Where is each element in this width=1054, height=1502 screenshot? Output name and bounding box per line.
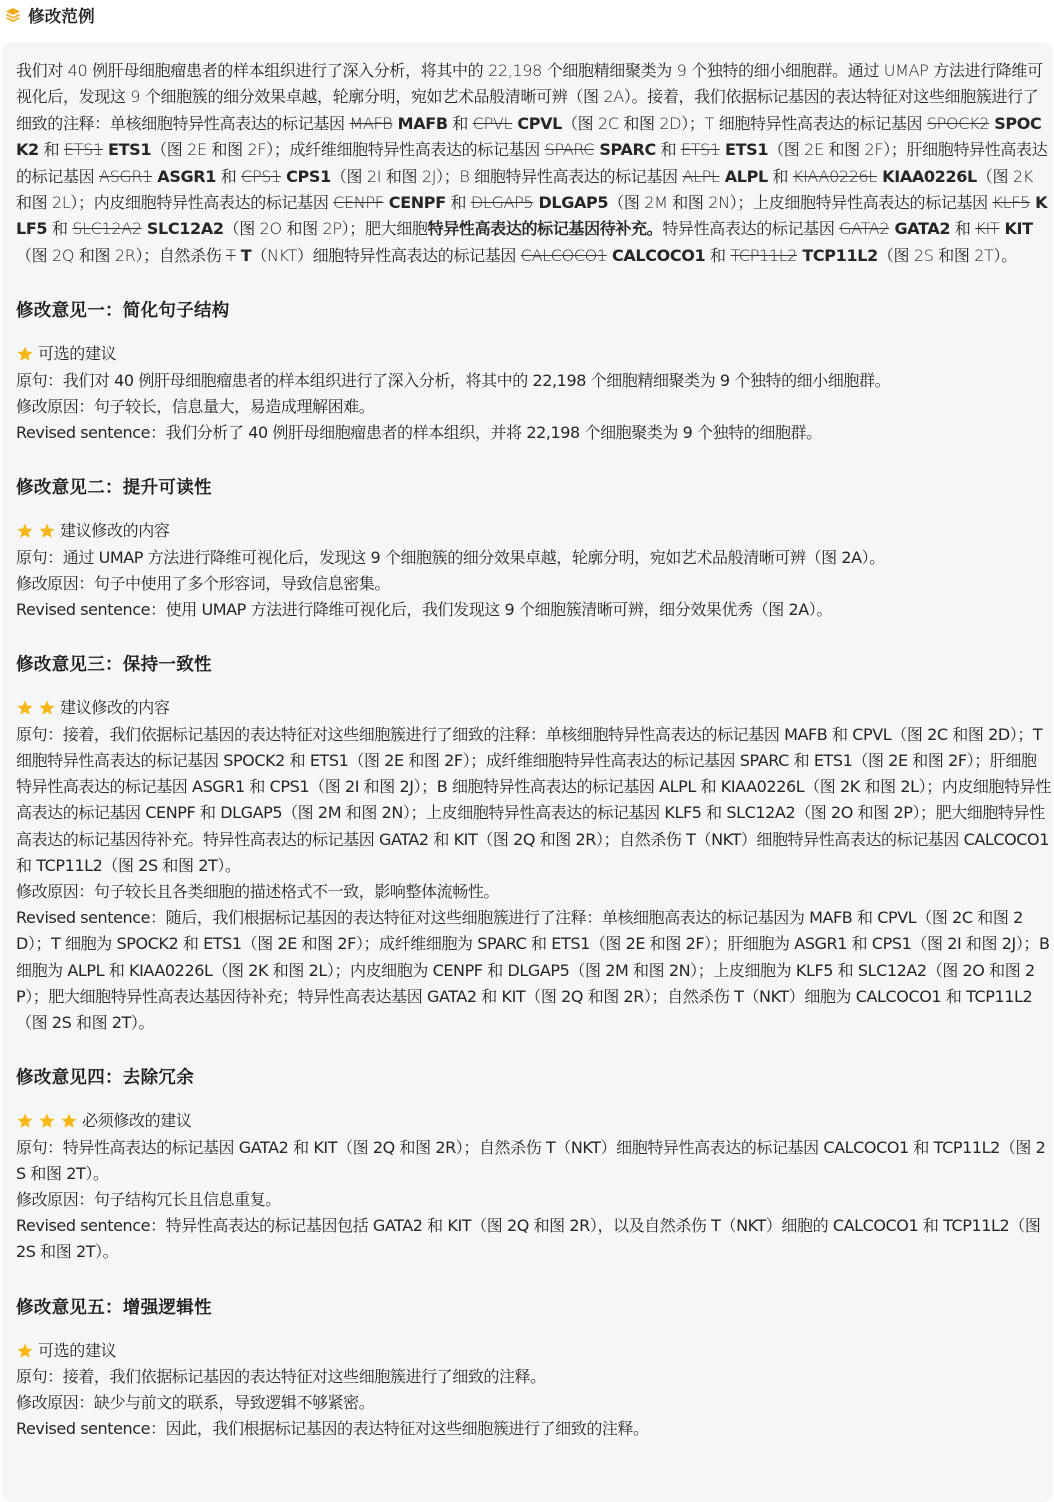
revision-reason: 修改原因：句子结构冗长且信息重复。 <box>16 1189 281 1209</box>
inserted-gene: ASGR1 <box>152 166 217 186</box>
deleted-text: T <box>226 245 236 265</box>
inserted-gene: KIT <box>999 219 1033 239</box>
inserted-gene: CENPF <box>383 193 446 213</box>
deleted-gene: ETS1 <box>680 140 720 160</box>
suggestion-title: 修改意见三：保持一致性 <box>16 655 212 676</box>
deleted-gene: ASGR1 <box>99 166 153 186</box>
inserted-text: 特异性高表达的标记基因待补充。 <box>427 219 663 239</box>
star-icon <box>38 699 56 717</box>
inserted-gene: MAFB <box>392 113 448 133</box>
suggestion-title: 修改意见五：增强逻辑性 <box>16 1297 212 1318</box>
suggestion-2 <box>16 474 1052 623</box>
suggestion-title: 修改意见二：提升可读性 <box>16 478 212 499</box>
deleted-gene: ALPL <box>682 166 720 186</box>
revised-sentence: Revised sentence：特异性高表达的标记基因包括 GATA2 和 KIT（图 2Q 和图 2R），以及自然杀伤 T（NKT）细胞的 CALCOCO1 和 TCP11L2（图 2S 和图 2T）。 <box>16 1216 1041 1262</box>
rating-row <box>16 341 1052 367</box>
star-icon <box>38 522 56 540</box>
revision-reason: 修改原因：句子中使用了多个形容词，导致信息密集。 <box>16 573 390 593</box>
deleted-gene: KLF5 <box>992 193 1030 213</box>
star-icon <box>16 1342 34 1360</box>
deleted-gene: TCP11L2 <box>730 245 798 265</box>
rating-label: 建议修改的内容 <box>60 698 170 718</box>
suggestion-3 <box>16 651 1052 1036</box>
page-title: 修改范例 <box>28 7 95 26</box>
revision-reason: 修改原因：句子较长且各类细胞的描述格式不一致，影响整体流畅性。 <box>16 881 499 901</box>
deleted-gene: SPARC <box>544 140 595 160</box>
deleted-gene: ETS1 <box>63 140 103 160</box>
inserted-gene: DLGAP5 <box>533 193 609 213</box>
inserted-text: T <box>235 245 252 265</box>
rating-row <box>16 695 1052 721</box>
rating-label: 建议修改的内容 <box>60 521 170 541</box>
rating-label: 可选的建议 <box>38 1340 117 1360</box>
rating-label: 必须修改的建议 <box>82 1111 192 1131</box>
deleted-gene: DLGAP5 <box>470 193 534 213</box>
inserted-gene: SLC12A2 <box>141 219 224 239</box>
original-sentence: 原句：特异性高表达的标记基因 GATA2 和 KIT（图 2Q 和图 2R）；自然杀伤 T（NKT）细胞特异性高表达的标记基因 CALCOCO1 和 TCP11L2（图 2S 和图 2T）。 <box>16 1137 1046 1183</box>
revised-sentence: Revised sentence：使用 UMAP 方法进行降维可视化后，我们发现这 9 个细胞簇清晰可辨，细分效果优秀（图 2A）。 <box>16 600 832 620</box>
rating-row <box>16 1108 1052 1134</box>
layers-icon <box>4 6 22 24</box>
content-area <box>16 58 1052 1443</box>
suggestion-5 <box>16 1294 1052 1443</box>
deleted-gene: KIT <box>975 219 1000 239</box>
original-paragraph: 我们对 40 例肝母细胞瘤患者的样本组织进行了深入分析，将其中的 22,198 个细胞精细聚类为 9 个独特的细小细胞群。通过 UMAP 方法进行降维可视化后，发现这 9 个细胞簇的细分效果卓越，轮廓分明，宛如艺术品般清晰可辨（图 2A）。接着，我们依据标记基因的表达特征对这些细胞簇进行了细致的注释：单核细胞特异性高表达的标记基因 MAFB MAFB 和 CPVL CPVL（图 2C 和图 2D）；T 细胞特异性高表达的标记基因 SPOCK2 SPOCK2 和 ETS1 ETS1（图 2E 和图 2F）；成纤维细胞特异性高表达的标记基因 SPARC SPARC 和 ETS1 ETS1（图 2E 和图 2F）；肝细胞特异性高表达的标记基因 ASGR1 ASGR1 和 CPS1 CPS1（图 2I 和图 2J）；B 细胞特异性高表达的标记基因 ALPL ALPL 和 KIAA0226L KIAA0226L（图 2K 和图 2L）；内皮细胞特异性高表达的标记基因 CENPF CENPF 和 DLGAP5 DLGAP5（图 2M 和图 2N）；上皮细胞特异性高表达的标记基因 KLF5 KLF5 和 SLC12A2 SLC12A2（图 2O 和图 2P）；肥大细胞特异性高表达的标记基因待补充。特异性高表达的标记基因 GATA2 GATA2 和 KIT KIT（图 2Q 和图 2R）；自然杀伤 T T（NKT）细胞特异性高表达的标记基因 CALCOCO1 CALCOCO1 和 TCP11L2 TCP11L2（图 2S 和图 2T）。 <box>16 61 1048 265</box>
inserted-gene: SPOCK2 <box>16 113 1042 160</box>
inserted-gene: KLF5 <box>16 193 1048 239</box>
inserted-gene: KIAA0226L <box>876 166 977 186</box>
star-icon <box>16 345 34 363</box>
original-sentence: 原句：接着，我们依据标记基因的表达特征对这些细胞簇进行了细致的注释。 <box>16 1366 546 1386</box>
revision-reason: 修改原因：句子较长，信息量大，易造成理解困难。 <box>16 396 375 416</box>
page-header <box>0 0 1054 30</box>
revision-reason: 修改原因：缺少与前文的联系，导致逻辑不够紧密。 <box>16 1393 375 1413</box>
deleted-gene: KIAA0226L <box>792 166 877 186</box>
deleted-gene: GATA2 <box>839 219 890 239</box>
inserted-gene: ETS1 <box>102 140 152 160</box>
original-sentence: 原句：接着，我们依据标记基因的表达特征对这些细胞簇进行了细致的注释：单核细胞特异性高表达的标记基因 MAFB 和 CPVL（图 2C 和图 2D）；T 细胞特异性高表达的标记基因 SPOCK2 和 ETS1（图 2E 和图 2F）；成纤维细胞特异性高表达的标记基因 SPARC 和 ETS1（图 2E 和图 2F）；肝细胞特异性高表达的标记基因 ASGR1 和 CPS1（图 2I 和图 2J）；B 细胞特异性高表达的标记基因 ALPL 和 KIAA0226L（图 2K 和图 2L）；内皮细胞特异性高表达的标记基因 CENPF 和 DLGAP5（图 2M 和图 2N）；上皮细胞特异性高表达的标记基因 KLF5 和 SLC12A2（图 2O 和图 2P）；肥大细胞特异性高表达的标记基因待补充。特异性高表达的标记基因 GATA2 和 KIT（图 2Q 和图 2R）；自然杀伤 T（NKT）细胞特异性高表达的标记基因 CALCOCO1 和 TCP11L2（图 2S 和图 2T）。 <box>16 724 1051 875</box>
rating-row <box>16 518 1052 544</box>
deleted-gene: CPS1 <box>241 166 281 186</box>
revised-sentence: Revised sentence：因此，我们根据标记基因的表达特征对这些细胞簇进行了细致的注释。 <box>16 1419 649 1439</box>
deleted-gene: CALCOCO1 <box>520 245 607 265</box>
suggestion-4 <box>16 1064 1052 1265</box>
inserted-gene: ETS1 <box>719 140 769 160</box>
deleted-gene: CPVL <box>472 113 513 133</box>
inserted-gene: SPARC <box>594 140 656 160</box>
revised-sentence: Revised sentence：我们分析了 40 例肝母细胞瘤患者的样本组织，并将 22,198 个细胞聚类为 9 个独特的细胞群。 <box>16 423 822 443</box>
suggestion-title: 修改意见一：简化句子结构 <box>16 301 230 322</box>
original-sentence: 原句：我们对 40 例肝母细胞瘤患者的样本组织进行了深入分析，将其中的 22,198 个细胞精细聚类为 9 个独特的细小细胞群。 <box>16 370 891 390</box>
deleted-gene: SPOCK2 <box>926 113 990 133</box>
star-icon <box>16 1112 34 1130</box>
deleted-gene: SLC12A2 <box>72 219 142 239</box>
star-icon <box>16 699 34 717</box>
inserted-gene: CPVL <box>512 113 562 133</box>
deleted-gene: CENPF <box>333 193 384 213</box>
inserted-gene: ALPL <box>719 166 768 186</box>
revised-sentence: Revised sentence：随后，我们根据标记基因的表达特征对这些细胞簇进行了注释：单核细胞高表达的标记基因为 MAFB 和 CPVL（图 2C 和图 2D）；T 细胞为 SPOCK2 和 ETS1（图 2E 和图 2F）；成纤维细胞为 SPARC 和 ETS1（图 2E 和图 2F）；肝细胞为 ASGR1 和 CPS1（图 2I 和图 2J）；B 细胞为 ALPL 和 KIAA0226L（图 2K 和图 2L）；内皮细胞为 CENPF 和 DLGAP5（图 2M 和图 2N）；上皮细胞为 KLF5 和 SLC12A2（图 2O 和图 2P）；肥大细胞特异性高表达基因待补充；特异性高表达基因 GATA2 和 KIT（图 2Q 和图 2R）；自然杀伤 T（NKT）细胞为 CALCOCO1 和 TCP11L2（图 2S 和图 2T）。 <box>16 908 1050 1032</box>
suggestion-1 <box>16 297 1052 446</box>
suggestion-title: 修改意见四：去除冗余 <box>16 1068 194 1089</box>
inserted-gene: CALCOCO1 <box>606 245 706 265</box>
star-icon <box>38 1112 56 1130</box>
original-sentence: 原句：通过 UMAP 方法进行降维可视化后，发现这 9 个细胞簇的细分效果卓越，轮廓分明，宛如艺术品般清晰可辨（图 2A）。 <box>16 547 885 567</box>
rating-label: 可选的建议 <box>38 344 117 364</box>
inserted-gene: GATA2 <box>889 219 951 239</box>
deleted-gene: MAFB <box>349 113 393 133</box>
inserted-gene: TCP11L2 <box>797 245 878 265</box>
rating-row <box>16 1338 1052 1364</box>
star-icon <box>60 1112 78 1130</box>
star-icon <box>16 522 34 540</box>
inserted-gene: CPS1 <box>280 166 331 186</box>
